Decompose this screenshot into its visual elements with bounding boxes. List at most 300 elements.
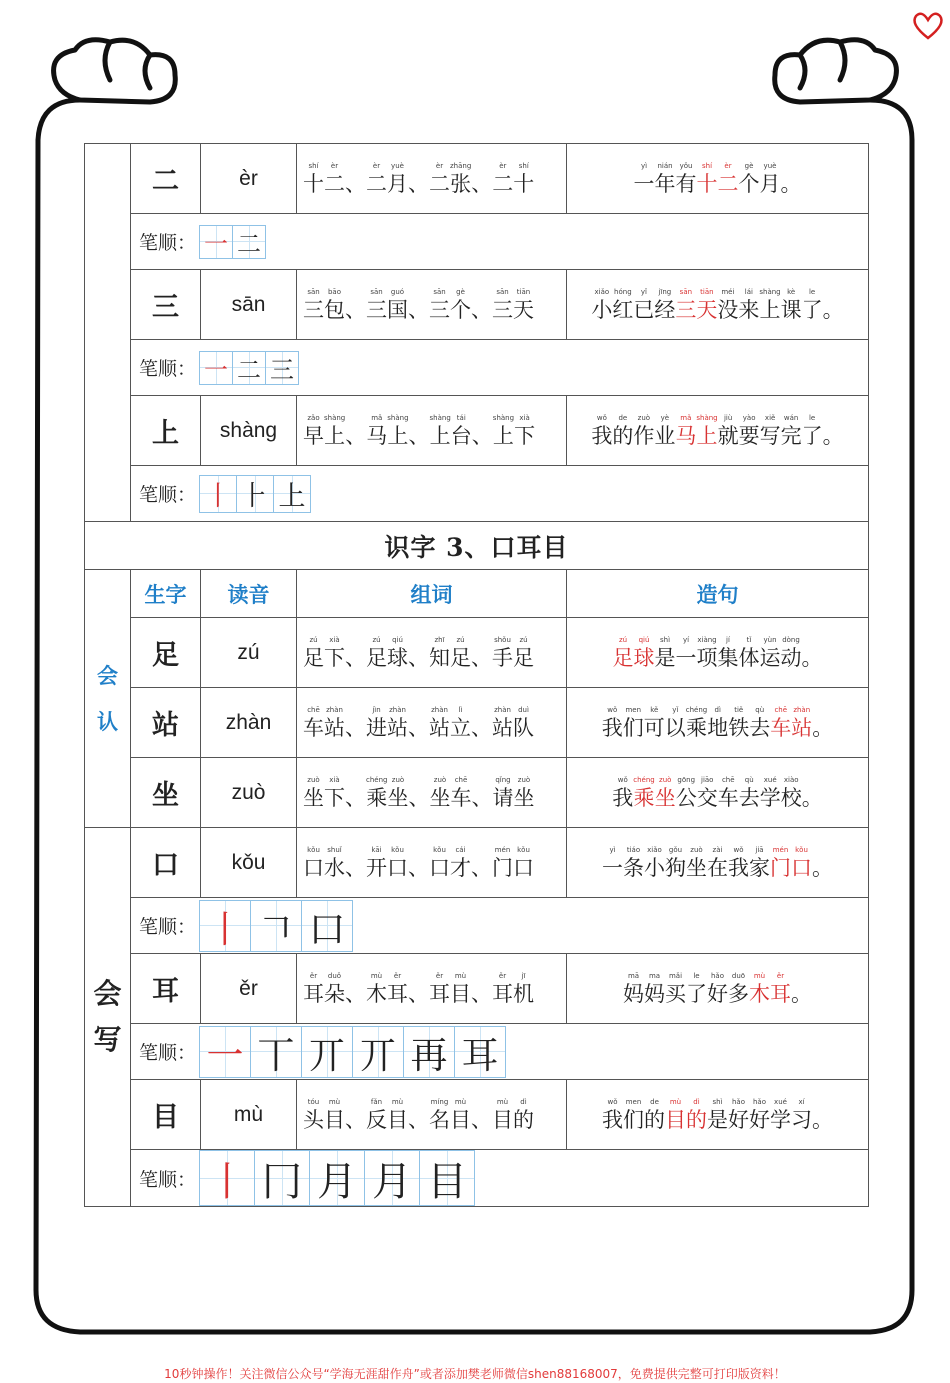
ruby-hanzi: 多: [728, 981, 749, 1006]
ruby-char: [513, 705, 534, 741]
ruby-char: [791, 981, 812, 1007]
ruby-hanzi: 坐: [303, 785, 324, 810]
ruby-hanzi: 请: [492, 785, 514, 810]
ruby-char: [697, 635, 718, 671]
ruby-pinyin: le: [808, 413, 816, 422]
ruby-char: [429, 635, 450, 671]
ruby-hanzi: 完: [780, 423, 802, 448]
ruby-pinyin: sān: [496, 287, 509, 296]
ruby-pinyin: jí: [726, 635, 730, 644]
ruby-hanzi: 上: [696, 423, 718, 448]
ruby-pinyin: men: [625, 1097, 642, 1106]
stroke-order-row: [85, 1024, 869, 1080]
ruby-char: [781, 171, 802, 197]
ruby-pinyin: qiú: [638, 635, 650, 644]
category-char: 会: [93, 977, 122, 1010]
ruby-char: [513, 775, 534, 811]
ruby-hanzi: 我: [591, 423, 613, 448]
stroke-glyph: 月: [317, 1158, 358, 1205]
ruby-pinyin: ma: [648, 971, 661, 980]
ruby-hanzi: 上: [759, 297, 781, 322]
ruby-pinyin: tiān: [700, 287, 714, 296]
ruby-hanzi: 的: [644, 1107, 665, 1132]
ruby-hanzi: 车: [770, 715, 792, 740]
ruby-hanzi: 乘: [366, 785, 388, 810]
ruby-pinyin: kě: [650, 705, 659, 714]
table-row: [85, 618, 869, 688]
ruby-pinyin: lái: [744, 287, 753, 296]
ruby-hanzi: 了: [801, 423, 823, 448]
ruby-char: [324, 705, 345, 741]
sentence-cell: [567, 828, 869, 898]
ruby-pinyin: mù: [753, 971, 766, 980]
ruby-char: [387, 705, 408, 741]
ruby-char: [387, 287, 408, 323]
words-cell: [297, 758, 567, 828]
ruby-char: [665, 1097, 686, 1133]
ruby-hanzi: 上: [387, 423, 409, 448]
table-row: [85, 1080, 869, 1150]
category-cell-top: [85, 144, 131, 522]
ruby-hanzi: 小: [644, 855, 665, 880]
ruby-pinyin: èr: [435, 161, 444, 170]
category-char: 写: [93, 1023, 122, 1056]
ruby-char: [492, 971, 513, 1007]
ruby-hanzi: 。: [822, 423, 844, 448]
ruby-char: [387, 635, 408, 671]
ruby-char: [303, 971, 324, 1007]
footer-note: 10秒钟操作！关注微信公众号“学海无涯甜作舟”或者添加樊老师微信shen88168007，免费提供完整可打印版资料！: [164, 1367, 786, 1381]
ruby-hanzi: 十: [696, 171, 718, 196]
ruby-hanzi: 可: [643, 715, 665, 740]
separator: 、: [345, 785, 366, 810]
ruby-pinyin: shàng: [429, 413, 451, 422]
ruby-pinyin: kāi: [371, 845, 382, 854]
ruby-hanzi: 手: [492, 645, 513, 670]
sentence-cell: [567, 618, 869, 688]
ruby-hanzi: 就: [717, 423, 739, 448]
ruby-hanzi: 年: [654, 171, 676, 196]
ruby-hanzi: 朵: [324, 981, 345, 1006]
ruby-hanzi: 口: [791, 855, 812, 880]
category-char: 认: [97, 708, 118, 734]
ruby-hanzi: 木: [749, 981, 770, 1006]
ruby-pinyin: zhàn: [389, 705, 406, 714]
stroke-box: [301, 900, 353, 952]
ruby-hanzi: 站: [324, 715, 345, 740]
ruby-hanzi: 是: [707, 1107, 728, 1132]
ruby-pinyin: yǐ: [672, 705, 679, 714]
ruby-pinyin: zuò: [690, 845, 703, 854]
ruby-pinyin: cái: [455, 845, 466, 854]
ruby-hanzi: 学: [759, 785, 781, 810]
stroke-box: [199, 1026, 251, 1078]
ruby-char: [739, 635, 760, 671]
ruby-char: [655, 635, 676, 671]
stroke-order-cell: [131, 1150, 869, 1207]
ruby-hanzi: 。: [812, 1107, 833, 1132]
ruby-char: [429, 161, 450, 197]
stroke-box: [454, 1026, 506, 1078]
ruby-pinyin: xí: [798, 1097, 805, 1106]
ruby-char: [429, 287, 450, 323]
ruby-hanzi: 车: [717, 785, 739, 810]
ruby-pinyin: zhàn: [326, 705, 343, 714]
stroke-box: [403, 1026, 455, 1078]
ruby-char: [602, 705, 623, 741]
ruby-pinyin: sān: [307, 287, 320, 296]
ruby-char: [770, 971, 791, 1007]
ruby-pinyin: jiù: [723, 413, 733, 422]
ruby-hanzi: 地: [707, 715, 729, 740]
ruby-char: [623, 705, 644, 741]
table-row: [85, 828, 869, 898]
char-cell: 口: [131, 828, 201, 898]
ruby-pinyin: shí: [308, 161, 319, 170]
char-cell: 足: [131, 618, 201, 688]
ruby-char: [718, 775, 739, 811]
ruby-hanzi: 车: [450, 785, 472, 810]
ruby-hanzi: 上: [429, 423, 451, 448]
ruby-pinyin: xiào: [783, 775, 799, 784]
stroke-glyph: 上: [278, 481, 306, 512]
separator: 、: [345, 715, 366, 740]
ruby-char: [513, 1097, 534, 1133]
ruby-char: [739, 775, 760, 811]
ruby-pinyin: shàng: [387, 413, 409, 422]
ruby-pinyin: tái: [456, 413, 466, 422]
ruby-char: [770, 845, 791, 881]
ruby-hanzi: 三: [366, 297, 387, 322]
ruby-char: [303, 287, 324, 323]
ruby-pinyin: gè: [744, 161, 754, 170]
ruby-hanzi: 。: [791, 981, 812, 1006]
separator: 、: [408, 645, 429, 670]
header-words: 组词: [297, 570, 567, 618]
header-sentence: 造句: [567, 570, 869, 618]
ruby-char: [387, 845, 408, 881]
ruby-char: [676, 775, 697, 811]
ruby-hanzi: 站: [791, 715, 813, 740]
ruby-char: [324, 845, 345, 881]
ruby-char: [612, 775, 633, 811]
ruby-hanzi: 二: [717, 171, 739, 196]
ruby-hanzi: 上: [492, 423, 514, 448]
ruby-pinyin: zuò: [307, 775, 320, 784]
ruby-hanzi: 下: [514, 423, 536, 448]
ruby-pinyin: míng: [430, 1097, 449, 1106]
ruby-char: [450, 845, 471, 881]
ruby-pinyin: jī: [521, 971, 526, 980]
ruby-pinyin: hǎo: [752, 1097, 766, 1106]
ruby-char: [387, 161, 408, 197]
separator: 、: [345, 981, 366, 1006]
ruby-pinyin: shàng: [492, 413, 515, 422]
char-cell: 耳: [131, 954, 201, 1024]
ruby-char: [602, 1097, 623, 1133]
stroke-order-cell: [131, 1024, 869, 1080]
ruby-hanzi: 耳: [770, 981, 791, 1006]
section-title-row: [85, 522, 869, 570]
ruby-hanzi: 三: [492, 297, 513, 322]
ruby-char: [654, 413, 675, 449]
separator: 、: [408, 423, 430, 448]
ruby-char: [759, 287, 780, 323]
ruby-char: [450, 705, 471, 741]
ruby-char: [303, 775, 324, 811]
ruby-pinyin: wǒ: [596, 413, 607, 422]
ruby-pinyin: kǒu: [795, 845, 808, 854]
ruby-char: [665, 705, 686, 741]
stroke-box: [232, 225, 266, 259]
table-row: [85, 758, 869, 828]
ruby-char: [644, 1097, 665, 1133]
ruby-char: [665, 845, 686, 881]
ruby-char: [492, 845, 513, 881]
char-cell: 上: [131, 396, 201, 466]
ruby-pinyin: shì: [659, 635, 671, 644]
ruby-hanzi: 立: [450, 715, 471, 740]
ruby-char: [324, 635, 345, 671]
ruby-hanzi: 三: [303, 297, 324, 322]
ruby-char: [644, 845, 665, 881]
ruby-pinyin: chē: [307, 705, 320, 714]
ruby-char: [450, 971, 471, 1007]
stroke-label: 笔顺：: [139, 358, 197, 380]
pinyin-cell: ěr: [201, 954, 297, 1024]
ruby-hanzi: 早: [303, 423, 324, 448]
ruby-pinyin: mǎ: [680, 413, 692, 422]
ruby-pinyin: hóng: [614, 287, 632, 296]
stroke-glyph: 丨: [207, 1158, 248, 1205]
table-row: [85, 954, 869, 1024]
ruby-hanzi: 坐: [654, 785, 676, 810]
ruby-hanzi: 队: [513, 715, 534, 740]
ruby-pinyin: chéng: [366, 775, 388, 784]
ruby-pinyin: mǎ: [371, 413, 383, 422]
ruby-char: [728, 971, 749, 1007]
ruby-pinyin: sān: [433, 287, 446, 296]
ruby-hanzi: 好: [707, 981, 728, 1006]
ruby-char: [602, 845, 623, 881]
ruby-pinyin: zuò: [659, 775, 672, 784]
ruby-char: [623, 971, 644, 1007]
stroke-box: [352, 1026, 404, 1078]
stroke-box: [199, 225, 233, 259]
ruby-char: [707, 1097, 728, 1133]
stroke-order-cell: [131, 214, 869, 270]
ruby-pinyin: mù: [669, 1097, 682, 1106]
ruby-hanzi: 乘: [685, 715, 707, 740]
table-header-row: [85, 570, 869, 618]
char-cell: 坐: [131, 758, 201, 828]
ruby-hanzi: 十: [513, 171, 535, 196]
ruby-hanzi: 门: [492, 855, 513, 880]
ruby-hanzi: 目: [450, 1107, 471, 1132]
ruby-hanzi: 机: [513, 981, 534, 1006]
ruby-hanzi: 课: [780, 297, 802, 322]
ruby-char: [739, 413, 760, 449]
ruby-hanzi: 月: [759, 171, 781, 196]
ruby-hanzi: 一: [675, 645, 697, 670]
ruby-hanzi: 乘: [633, 785, 655, 810]
char-cell: 目: [131, 1080, 201, 1150]
ruby-pinyin: mén: [772, 845, 789, 854]
ruby-pinyin: èr: [499, 161, 507, 170]
stroke-box: [309, 1150, 365, 1206]
ruby-char: [366, 775, 387, 811]
pinyin-cell: kǒu: [201, 828, 297, 898]
ruby-pinyin: jiā: [755, 845, 764, 854]
ruby-pinyin: xiǎo: [594, 287, 610, 296]
ruby-hanzi: 耳: [303, 981, 324, 1006]
pinyin-cell: sān: [201, 270, 297, 340]
ruby-pinyin: èr: [330, 161, 339, 170]
ruby-pinyin: dòng: [782, 635, 800, 644]
ruby-hanzi: 站: [429, 715, 450, 740]
separator: 、: [345, 855, 366, 880]
ruby-char: [644, 705, 665, 741]
ruby-char: [707, 845, 728, 881]
stroke-glyph: 𠃍: [257, 907, 295, 951]
ruby-hanzi: 坐: [513, 785, 535, 810]
ruby-pinyin: wǒ: [733, 845, 744, 854]
stroke-glyph: 丌: [359, 1033, 397, 1077]
ruby-hanzi: 名: [429, 1107, 450, 1132]
ruby-char: [760, 161, 781, 197]
ruby-hanzi: 我: [602, 1107, 623, 1132]
ruby-char: [781, 635, 802, 671]
ruby-hanzi: 小: [591, 297, 613, 322]
ruby-char: [514, 413, 535, 449]
ruby-pinyin: yǒu: [679, 161, 693, 170]
ruby-pinyin: zhàn: [793, 705, 811, 714]
stroke-glyph: ⺊: [241, 481, 269, 512]
ruby-char: [739, 161, 760, 197]
ruby-hanzi: 公: [675, 785, 697, 810]
ruby-char: [781, 775, 802, 811]
ruby-char: [655, 775, 676, 811]
ruby-pinyin: ěr: [393, 971, 402, 980]
ruby-pinyin: wǒ: [607, 705, 618, 714]
separator: 、: [345, 297, 366, 322]
ruby-char: [760, 775, 781, 811]
stroke-box: [250, 900, 302, 952]
ruby-pinyin: sān: [679, 287, 693, 296]
ruby-hanzi: 集: [717, 645, 739, 670]
ruby-char: [812, 1107, 833, 1133]
stroke-order-row: [85, 1150, 869, 1207]
ruby-char: [324, 775, 345, 811]
separator: 、: [408, 855, 429, 880]
words-cell: [297, 954, 567, 1024]
char-cell: 三: [131, 270, 201, 340]
ruby-hanzi: 月: [387, 171, 408, 196]
ruby-hanzi: 是: [654, 645, 676, 670]
ruby-hanzi: 口: [513, 855, 534, 880]
separator: 、: [471, 645, 492, 670]
ruby-char: [676, 161, 697, 197]
ruby-hanzi: 条: [623, 855, 644, 880]
stroke-order-row: [85, 466, 869, 522]
ruby-pinyin: xià: [519, 413, 530, 422]
ruby-pinyin: xiàng: [697, 635, 717, 644]
ruby-hanzi: 目: [387, 1107, 408, 1132]
ruby-pinyin: zuò: [637, 413, 651, 422]
ruby-pinyin: yì: [609, 845, 616, 854]
category-char: 会: [97, 662, 118, 688]
ruby-char: [728, 1097, 749, 1133]
stroke-box: [199, 1150, 255, 1206]
character-table: [84, 143, 869, 1207]
separator: 、: [471, 1107, 492, 1132]
ruby-char: [675, 287, 696, 323]
ruby-pinyin: yùn: [763, 635, 777, 644]
ruby-pinyin: xià: [329, 775, 340, 784]
ruby-pinyin: zú: [372, 635, 381, 644]
ruby-pinyin: chéng: [685, 705, 708, 714]
ruby-pinyin: chē: [454, 775, 468, 784]
ruby-char: [675, 413, 696, 449]
ruby-char: [303, 161, 324, 197]
ruby-pinyin: duì: [518, 705, 529, 714]
ruby-char: [513, 161, 534, 197]
ruby-hanzi: 运: [759, 645, 781, 670]
stroke-glyph: 耳: [461, 1033, 499, 1077]
ruby-pinyin: qǐng: [495, 775, 511, 784]
ruby-char: [492, 635, 513, 671]
ruby-hanzi: 动: [780, 645, 802, 670]
ruby-char: [749, 1097, 770, 1133]
ruby-pinyin: zài: [712, 845, 723, 854]
ruby-char: [492, 705, 513, 741]
ruby-char: [387, 1097, 408, 1133]
ruby-pinyin: zuò: [517, 775, 531, 784]
ruby-hanzi: 下: [324, 645, 345, 670]
ruby-char: [429, 1097, 450, 1133]
ruby-char: [802, 413, 823, 449]
ruby-pinyin: zú: [456, 635, 465, 644]
ruby-pinyin: mù: [454, 1097, 467, 1106]
ruby-pinyin: tǐ: [746, 635, 752, 644]
table-row: [85, 688, 869, 758]
ruby-char: [613, 635, 634, 671]
ruby-char: [623, 845, 644, 881]
ruby-pinyin: xià: [329, 635, 340, 644]
ruby-pinyin: méi: [721, 287, 735, 296]
sentence-cell: [567, 688, 869, 758]
ruby-pinyin: yào: [742, 413, 756, 422]
ruby-char: [366, 635, 387, 671]
ruby-hanzi: 张: [450, 171, 472, 196]
ruby-hanzi: 进: [366, 715, 387, 740]
ruby-pinyin: qù: [744, 775, 754, 784]
ruby-char: [591, 413, 612, 449]
ruby-hanzi: 足: [303, 645, 324, 670]
ruby-pinyin: dì: [714, 705, 721, 714]
ruby-hanzi: 习: [791, 1107, 812, 1132]
ruby-hanzi: 目: [450, 981, 471, 1006]
char-cell: 站: [131, 688, 201, 758]
ruby-pinyin: shàng: [759, 287, 781, 296]
separator: 、: [471, 423, 493, 448]
header-pinyin: 读音: [201, 570, 297, 618]
ruby-hanzi: 马: [366, 423, 388, 448]
ruby-char: [324, 287, 345, 323]
ruby-hanzi: 以: [664, 715, 686, 740]
stroke-box: [364, 1150, 420, 1206]
ruby-hanzi: 了: [801, 297, 823, 322]
